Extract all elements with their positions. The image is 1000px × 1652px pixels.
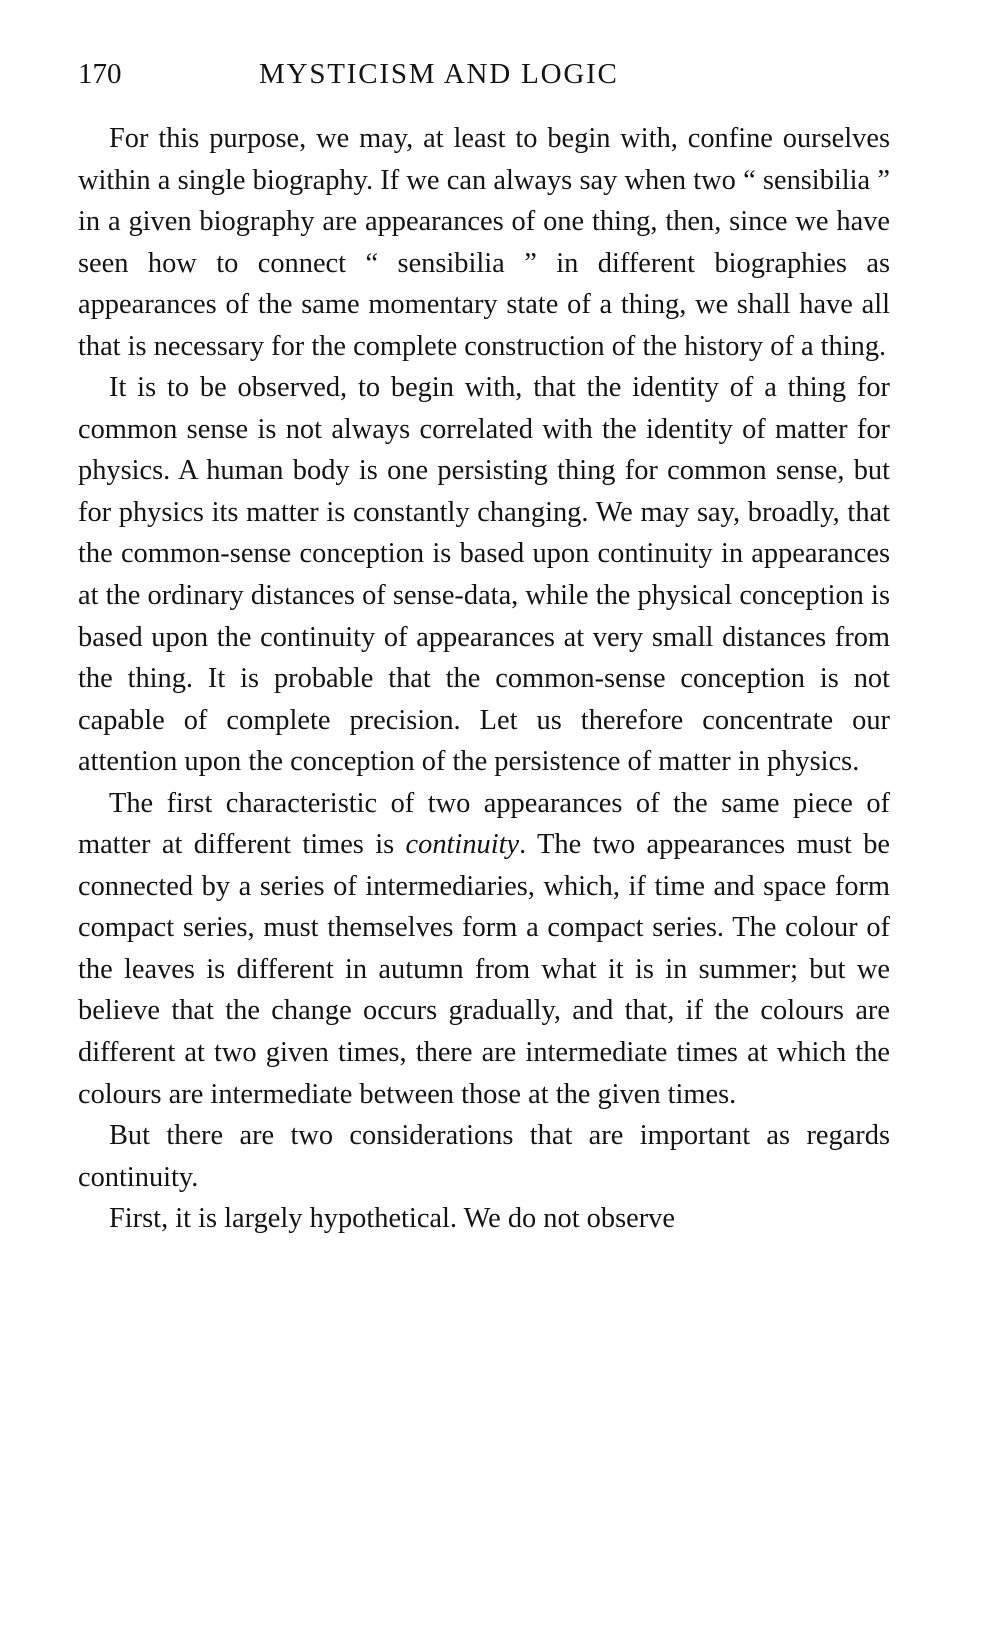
book-title: MYSTICISM AND LOGIC	[259, 58, 619, 90]
continuity-emphasis: continuity	[405, 829, 520, 861]
paragraph-purpose: For this purpose, we may, at least to begin with, confine ourselves within a single biography. If we can always say when two “ sensibilia ” in a given biography are appearances of one thing, then, since we have seen how to connect “ sensibilia ” in different biographies as appearances of the same momentary state of a thing, we shall have all that is necessary for the complete construction of the history of a thing.	[78, 123, 890, 362]
book-page	[78, 58, 890, 1240]
body-text	[78, 118, 890, 1240]
running-head	[78, 58, 890, 118]
paragraph-continuity	[78, 783, 890, 1115]
paragraph-identity: It is to be observed, to begin with, that the identity of a thing for common sense is not always correlated with the identity of matter for physics. A human body is one persisting thing for common sense, but for physics its matter is constantly changing. We may say, broadly, that the common-sense conception is based upon continuity in appearances at the ordinary distances of sense-data, while the physical conception is based upon the continuity of appearances at very small distances from the thing. It is probable that the common-sense conception is not capable of complete precision. Let us therefore concentrate our attention upon the conception of the persistence of matter in physics.	[78, 372, 890, 778]
paragraph-considerations: But there are two considerations that are important as regards continuity.	[78, 1120, 890, 1193]
page-number: 170	[78, 58, 122, 90]
paragraph-continuity-end: . The two appearances must be connected by a series of intermediaries, which, if time and space form compact series, must themselves form a compact series. The colour of the leaves is different in autumn from what it is in summer; but we believe that the change occurs gradually, and that, if the colours are different at two given times, there are intermediate times at which the colours are intermediate between those at the given times.	[78, 829, 890, 1110]
paragraph-hypothetical: First, it is largely hypothetical. We do not observe	[109, 1203, 675, 1235]
paragraph-continuity-start: The first characteristic of two appearances of the same piece of matter at different times is	[78, 787, 890, 861]
